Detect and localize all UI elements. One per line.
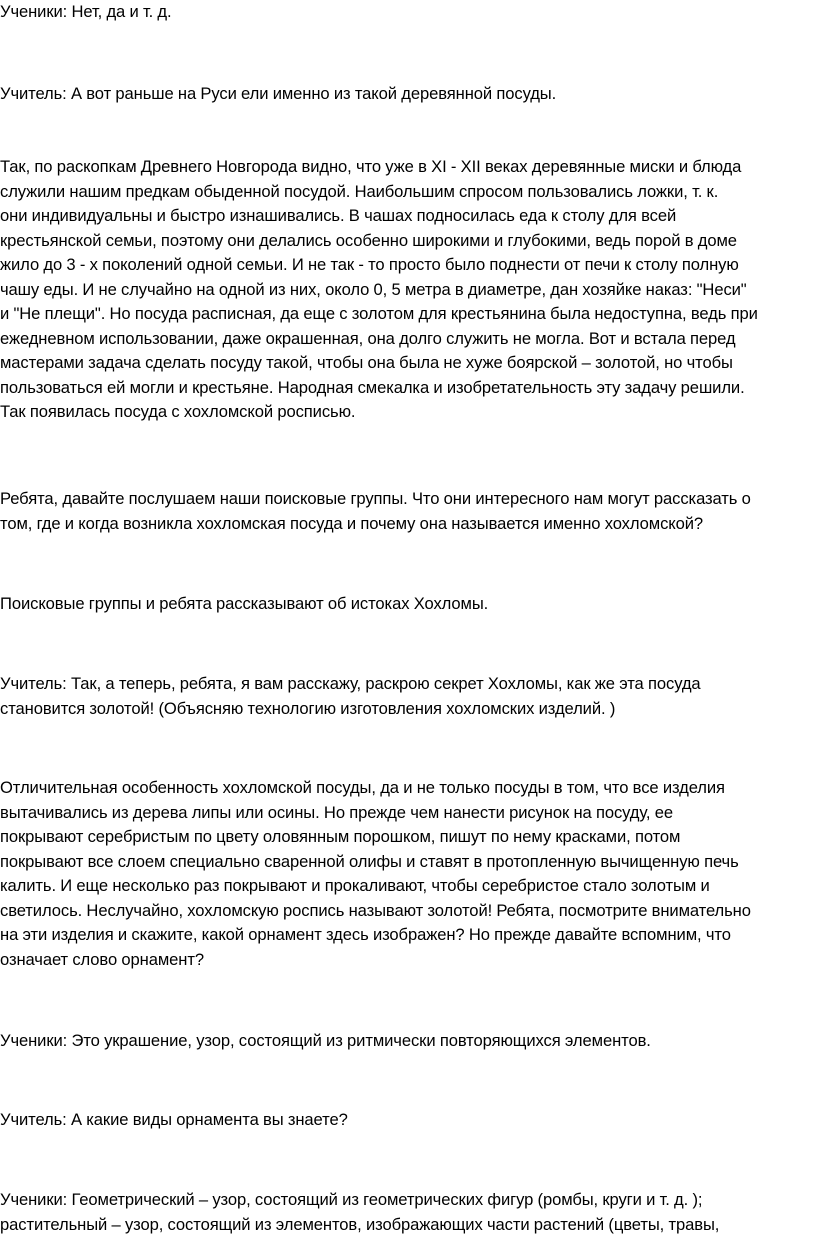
text-line: мастерами задача сделать посуду такой, чтобы она была не хуже боярской – золотой, но чтобы xyxy=(0,353,733,372)
paragraph-search-groups-tell xyxy=(0,592,812,617)
paragraph-teacher-secret xyxy=(0,672,812,721)
text-line: и "Не плещи". Но посуда расписная, да еще с золотом для крестьянина была недоступна, ведь при xyxy=(0,304,758,323)
text-line: Учитель: Так, а теперь, ребята, я вам расскажу, раскрою секрет Хохломы, как же эта посуда xyxy=(0,674,701,693)
text-line: Учитель: А какие виды орнамента вы знаете? xyxy=(0,1110,348,1129)
text-line: вытачивались из дерева липы или осины. Но прежде чем нанести рисунок на посуду, ее xyxy=(0,802,673,822)
paragraph-teacher-wooden-dishes xyxy=(0,82,812,107)
paragraph-students-answer-1 xyxy=(0,0,812,25)
text-line: Отличительная особенность хохломской посуды, да и не только посуды в том, что все изделия xyxy=(0,778,725,797)
paragraph-khokhloma-technology xyxy=(0,776,812,972)
paragraph-search-groups-question xyxy=(0,487,812,536)
text-line: становится золотой! (Объясняю технологию изготовления хохломских изделий. ) xyxy=(0,698,616,718)
text-line: светилось. Неслучайно, хохломскую роспись называют золотой! Ребята, посмотрите внимательно xyxy=(0,900,751,920)
text-line: Ученики: Это украшение, узор, состоящий из ритмически повторяющихся элементов. xyxy=(0,1031,651,1050)
text-line: Так, по раскопкам Древнего Новгорода видно, что уже в XI - XII веках деревянные миски и блюда xyxy=(0,157,742,176)
paragraph-novgorod-history xyxy=(0,155,812,425)
paragraph-students-ornament-definition xyxy=(0,1029,812,1054)
text-line: на эти изделия и скажите, какой орнамент здесь изображен? Но прежде давайте вспомним, что xyxy=(0,925,731,944)
text-line: том, где и когда возникла хохломская посуда и почему она называется именно хохломской? xyxy=(0,513,704,533)
text-line: пользоваться ей могли и крестьяне. Народная смекалка и изобретательность эту задачу решили. xyxy=(0,377,745,397)
text-line: Ребята, давайте послушаем наши поисковые группы. Что они интересного нам могут рассказать о xyxy=(0,489,751,508)
paragraph-students-ornament-types xyxy=(0,1188,812,1237)
text-line: Ученики: Нет, да и т. д. xyxy=(0,2,172,21)
text-line: Поисковые группы и ребята рассказывают об истоках Хохломы. xyxy=(0,594,489,613)
text-line: ежедневном использовании, даже окрашенная, она долго служить не могла. Вот и встала перед xyxy=(0,328,736,348)
text-line: Ученики: Геометрический – узор, состоящий из геометрических фигур (ромбы, круги и т. д. ); xyxy=(0,1190,703,1209)
text-line: жило до 3 - х поколений одной семьи. И не так - то просто было поднести от печи к столу полную xyxy=(0,255,739,274)
text-line: они индивидуальны и быстро изнашивались. В чашах подносилась еда к столу для всей xyxy=(0,206,677,225)
text-line: крестьянской семьи, поэтому они делались особенно широкими и глубокими, ведь порой в доме xyxy=(0,230,737,250)
text-line: калить. И еще несколько раз покрывают и прокаливают, чтобы серебристое стало золотым и xyxy=(0,876,710,895)
text-line: Так появилась посуда с хохломской росписью. xyxy=(0,402,356,421)
text-line: Учитель: А вот раньше на Руси ели именно из такой деревянной посуды. xyxy=(0,84,557,103)
text-line: чашу еды. И не случайно на одной из них, около 0, 5 метра в диаметре, дан хозяйке наказ: "Неси" xyxy=(0,279,747,299)
paragraph-teacher-ornament-types xyxy=(0,1108,812,1133)
text-line: покрывают все слоем специально сваренной олифы и ставят в протопленную вычищенную печь xyxy=(0,851,739,871)
text-line: покрывают серебристым по цвету оловянным порошком, пишут по нему красками, потом xyxy=(0,827,681,846)
text-line: служили нашим предкам обыденной посудой. Наибольшим спросом пользовались ложки, т. к. xyxy=(0,181,719,201)
text-line: растительный – узор, состоящий из элементов, изображающих части растений (цветы, травы, xyxy=(0,1214,720,1234)
text-line: означает слово орнамент? xyxy=(0,949,204,969)
